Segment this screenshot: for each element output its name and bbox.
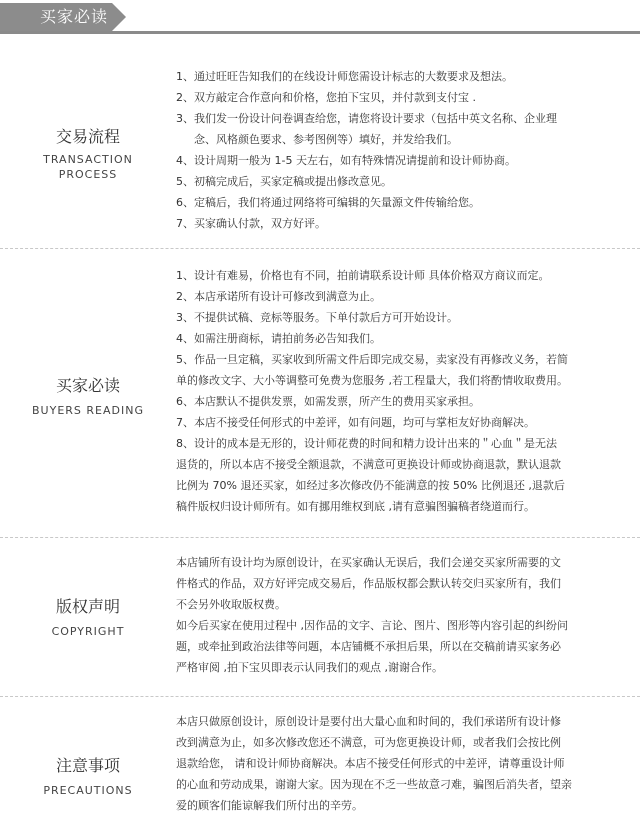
text-line: 不会另外收取版权费。: [176, 598, 286, 611]
text-line: 本店铺所有设计均为原创设计，在买家确认无误后，我们会递交买家所需要的文: [176, 556, 561, 569]
section-title-cn: 注意事项: [55, 756, 120, 775]
text-line: 3、不提供试稿、竞标等服务。下单付款后方可开始设计。: [176, 311, 458, 324]
section-title-en: BUYERS READING: [32, 404, 144, 417]
text-line: 退货的，所以本店不接受全额退款，不满意可更换设计师或协商退款，默认退款: [176, 458, 561, 471]
text-line: 比例为 70% 退还买家，如经过多次修改仍不能满意的按 50% 比例退还 ,退款后: [176, 479, 565, 492]
section-body: [176, 552, 616, 678]
header-tab-arrow: [112, 3, 126, 31]
section-body: [176, 66, 616, 234]
text-line: 4、设计周期一般为 1-5 天左右，如有特殊情况请提前和设计师协商。: [176, 154, 516, 167]
text-line: 4、如需注册商标，请拍前务必告知我们。: [176, 332, 381, 345]
section-body: [176, 265, 616, 517]
text-line: 稿件版权归设计师所有。如有挪用维权到底 ,请有意骗图骗稿者绕道而行。: [176, 500, 535, 513]
section-title-en-line2: PROCESS: [58, 168, 118, 181]
text-line: 3、我们发一份设计问卷调查给您，请您将设计要求（包括中英文名称、企业理: [176, 112, 557, 125]
section-title-cn: 版权声明: [55, 597, 120, 616]
section-title-en: [0, 152, 176, 182]
text-line: 的心血和劳动成果，谢谢大家。因为现在不乏一些故意刁难，骗图后消失者，望亲: [176, 778, 572, 791]
header-bar: [0, 0, 640, 34]
text-line: 8、设计的成本是无形的，设计师花费的时间和精力设计出来的＂心血＂是无法: [176, 437, 557, 450]
text-line: 爱的顾客们能谅解我们所付出的辛劳。: [176, 799, 363, 812]
section-title-cn: 交易流程: [55, 127, 120, 146]
section-buyers-reading: [0, 249, 640, 537]
text-line: 念、风格颜色要求、参考图例等）填好，并发给我们。: [194, 133, 458, 146]
text-line: 1、通过旺旺告知我们的在线设计师您需设计标志的大数要求及想法。: [176, 70, 513, 83]
text-line: 5、初稿完成后，买家定稿或提出修改意见。: [176, 175, 392, 188]
text-line: 5、作品一旦定稿，买家收到所需文件后即完成交易，卖家没有再修改义务，若简: [176, 353, 568, 366]
text-line: 7、买家确认付款，双方好评。: [176, 217, 326, 230]
text-line: 严格审阅 ,拍下宝贝即表示认同我们的观点 ,谢谢合作。: [176, 661, 443, 674]
section-label: [0, 375, 176, 418]
text-line: 1、设计有难易，价格也有不同，拍前请联系设计师 具体价格双方商议而定。: [176, 269, 550, 282]
text-line: 单的修改文字、大小等调整可免费为您服务 ,若工程量大，我们将酌情收取费用。: [176, 374, 568, 387]
section-label: [0, 755, 176, 798]
text-line: 改到满意为止，如多次修改您还不满意，可为您更换设计师，或者我们会按比例: [176, 736, 561, 749]
text-line: 7、本店不接受任何形式的中差评，如有问题，均可与掌柜友好协商解决。: [176, 416, 535, 429]
text-line: 6、本店默认不提供发票，如需发票，所产生的费用买家承担。: [176, 395, 480, 408]
text-line: 2、本店承诺所有设计可修改到满意为止。: [176, 290, 381, 303]
section-title-en-line1: TRANSACTION: [43, 153, 133, 166]
section-body: [176, 711, 616, 816]
section-title-en: COPYRIGHT: [51, 625, 125, 638]
section-copyright: [0, 538, 640, 696]
text-line: 如今后买家在使用过程中 ,因作品的文字、言论、图片、图形等内容引起的纠纷问: [176, 619, 568, 632]
text-line: 题，或牵扯到政治法律等问题，本店铺概不承担后果，所以在交稿前请买家务必: [176, 640, 561, 653]
section-transaction-process: [0, 34, 640, 248]
header-title: 买家必读: [40, 7, 109, 26]
text-line: 6、定稿后，我们将通过网络将可编辑的矢量源文件传输给您。: [176, 196, 480, 209]
section-label: [0, 126, 176, 182]
section-precautions: [0, 697, 640, 835]
text-line: 退款给您， 请和设计师协商解决。本店不接受任何形式的中差评，请尊重设计师: [176, 757, 565, 770]
section-title-en: PRECAUTIONS: [43, 784, 133, 797]
section-title-cn: 买家必读: [55, 376, 120, 395]
text-line: 件格式的作品，双方好评完成交易后，作品版权都会默认转交归买家所有，我们: [176, 577, 561, 590]
text-line: 2、双方敲定合作意向和价格，您拍下宝贝，并付款到支付宝 .: [176, 91, 476, 104]
section-label: [0, 596, 176, 639]
text-line: 本店只做原创设计，原创设计是要付出大量心血和时间的，我们承诺所有设计修: [176, 715, 561, 728]
